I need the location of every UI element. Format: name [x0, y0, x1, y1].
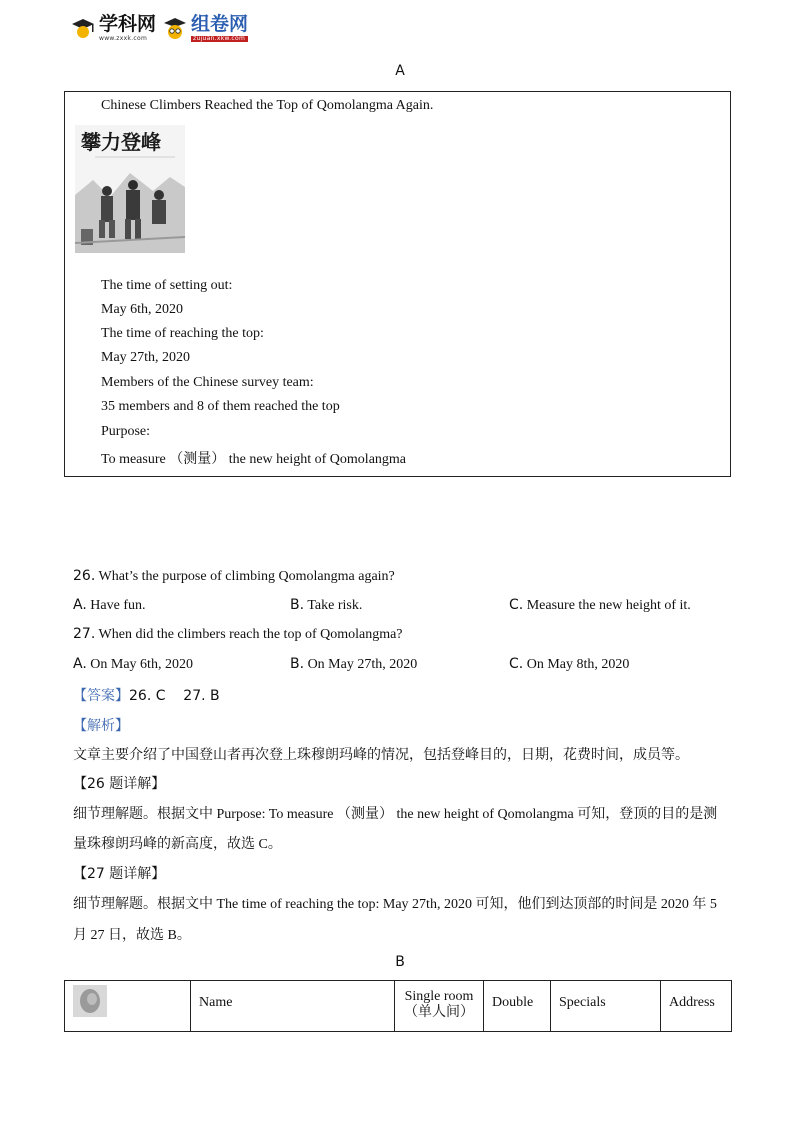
table-header-specials: Specials [551, 981, 661, 1032]
logo1-url: www.zxxk.com [99, 34, 148, 42]
zxxk-logo [70, 12, 157, 42]
option-text: Measure the new height of it. [526, 598, 691, 613]
fact-line: The time of reaching the top: [101, 326, 264, 341]
q27-heading: 【27 题详解】 [73, 866, 166, 882]
fact-line: The time of setting out: [101, 278, 233, 293]
fact-line: To measure （测量） the new height of Qomolangma [101, 452, 407, 467]
option-26b [290, 597, 362, 614]
zujuan-logo [162, 12, 249, 42]
owl-mascot-icon [162, 15, 188, 41]
option-27c [509, 656, 629, 673]
option-27a [73, 656, 193, 673]
option-text: Have fun. [90, 598, 146, 613]
answer-line [73, 685, 220, 705]
question-27 [73, 626, 403, 643]
option-text: On May 27th, 2020 [307, 657, 418, 672]
section-a-letter: A [395, 63, 405, 79]
table-header-single-room: Single room （单人间） [395, 981, 484, 1032]
option-letter: B. [290, 597, 305, 613]
table-header-double: Double [484, 981, 551, 1032]
q26-explanation: 量珠穆朗玛峰的新高度，故选 C。 [73, 837, 282, 852]
option-letter: A. [73, 597, 87, 613]
fact-line: Purpose: [101, 424, 150, 439]
analysis-summary: 文章主要介绍了中国登山者再次登上珠穆朗玛峰的情况，包括登峰目的，日期，花费时间，成员等。 [73, 748, 689, 763]
answer-value: 26. C 27. B [129, 688, 220, 704]
table-image-cell [65, 981, 191, 1032]
logo2-name: 组卷网 [191, 12, 249, 35]
logo2-url: zujuan.xkw.com [191, 36, 248, 42]
question-number: 27. [73, 626, 96, 642]
question-number: 26. [73, 568, 96, 584]
fact-line: May 27th, 2020 [101, 350, 191, 365]
option-text: Take risk. [307, 598, 363, 613]
question-text: When did the climbers reach the top of Qomolangma? [98, 627, 403, 642]
option-letter: A. [73, 656, 87, 672]
question-26 [73, 568, 395, 585]
passage-a-box [64, 91, 731, 477]
option-text: On May 6th, 2020 [90, 657, 193, 672]
q27-explanation: 细节理解题。根据文中 The time of reaching the top: May 27th, 2020 可知，他们到达顶部的时间是 2020 年 5 [73, 897, 717, 912]
question-text: What’s the purpose of climbing Qomolangma again? [98, 569, 395, 584]
logo1-name: 学科网 [99, 12, 157, 35]
option-26c [509, 597, 691, 614]
table-header-address: Address [661, 981, 732, 1032]
passage-title: Chinese Climbers Reached the Top of Qomolangma Again. [101, 98, 434, 113]
option-26a [73, 597, 145, 614]
option-27b [290, 656, 417, 673]
book-cover-image [75, 125, 185, 253]
book-title-text: 攀力登峰 [81, 130, 161, 154]
q27-explanation: 月 27 日，故选 B。 [73, 928, 191, 943]
table-header-name: Name [191, 981, 395, 1032]
analysis-label: 【解析】 [73, 718, 129, 734]
q26-heading: 【26 题详解】 [73, 776, 166, 792]
hotel-thumbnail-image [73, 985, 107, 1017]
hotel-table [64, 980, 732, 1032]
table-header-row [65, 981, 732, 1032]
option-letter: B. [290, 656, 305, 672]
answer-label: 【答案】 [73, 688, 129, 704]
q26-explanation: 细节理解题。根据文中 Purpose: To measure （测量） the new height of Qomolangma 可知，登顶的目的是测 [73, 807, 718, 822]
fact-line: May 6th, 2020 [101, 302, 184, 317]
fact-line: Members of the Chinese survey team: [101, 375, 314, 390]
option-letter: C. [509, 597, 524, 613]
header-logos [70, 10, 248, 46]
section-b-letter: B [395, 954, 405, 970]
option-text: On May 8th, 2020 [526, 657, 630, 672]
graduation-cap-icon [70, 15, 96, 41]
fact-line: 35 members and 8 of them reached the top [101, 399, 340, 414]
option-letter: C. [509, 656, 524, 672]
